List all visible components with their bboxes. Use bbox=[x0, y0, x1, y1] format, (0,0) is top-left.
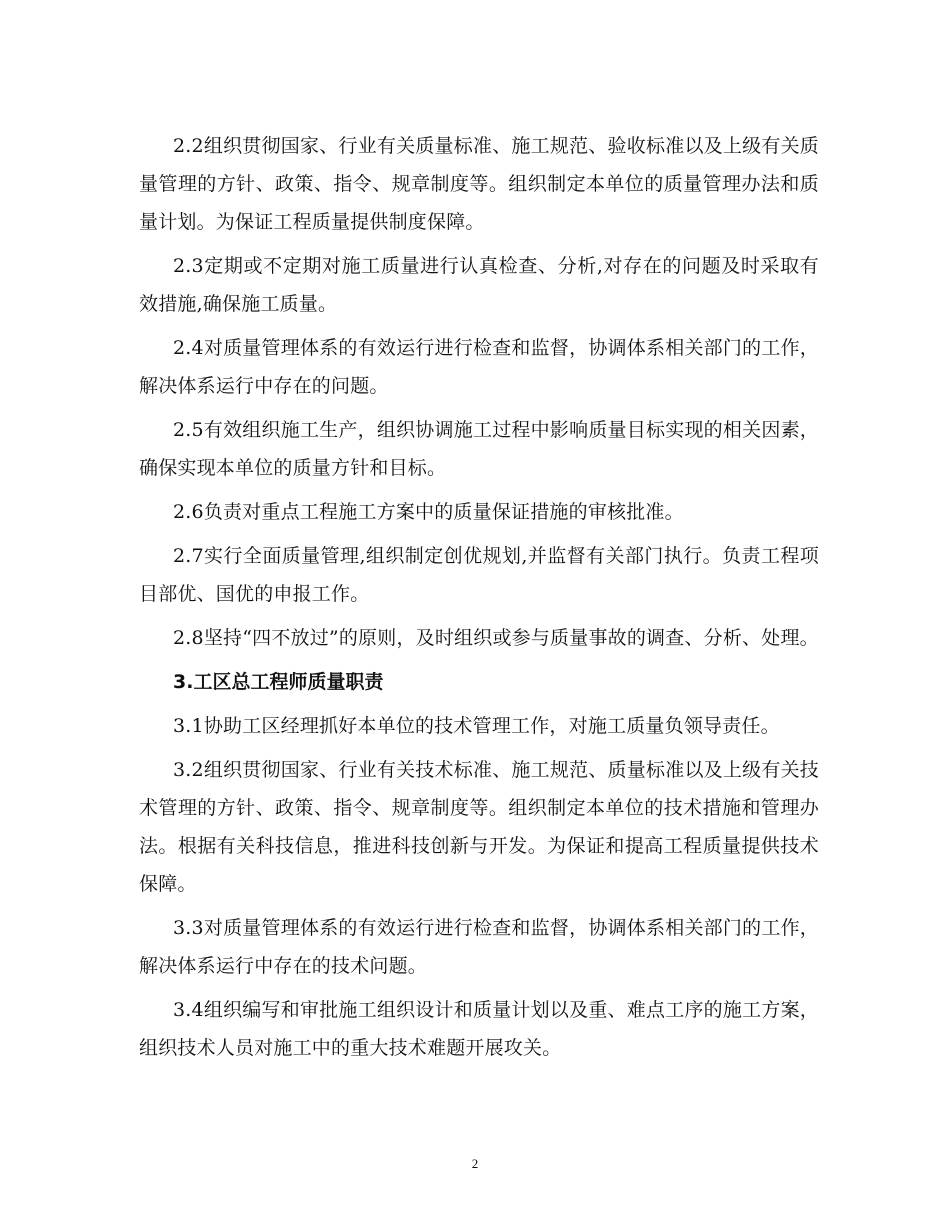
paragraph-3-3: 3.3对质量管理体系的有效运行进行检查和监督，协调体系相关部门的工作，解决体系运行中存在的技术问题。 bbox=[139, 917, 819, 977]
paragraph-2-5: 2.5有效组织施工生产，组织协调施工过程中影响质量目标实现的相关因素，确保实现本单位的质量方针和目标。 bbox=[139, 419, 819, 479]
paragraph-2-7: 2.7实行全面质量管理,组织制定创优规划,并监督有关部门执行。负责工程项目部优、国优的申报工作。 bbox=[139, 545, 819, 605]
document-body bbox=[139, 127, 819, 1073]
paragraph-2-6: 2.6负责对重点工程施工方案中的质量保证措施的审核批准。 bbox=[173, 501, 684, 523]
page-number: 2 bbox=[471, 1156, 479, 1171]
paragraph-3-4: 3.4组织编写和审批施工组织设计和质量计划以及重、难点工序的施工方案，组织技术人员对施工中的重大技术难题开展攻关。 bbox=[139, 999, 819, 1059]
paragraph-2-8: 2.8坚持“四不放过”的原则，及时组织或参与质量事故的调查、分析、处理。 bbox=[173, 627, 819, 649]
paragraph-2-2: 2.2组织贯彻国家、行业有关质量标准、施工规范、验收标准以及上级有关质量管理的方针、政策、指令、规章制度等。组织制定本单位的质量管理办法和质量计划。为保证工程质量提供制度保障。 bbox=[139, 135, 819, 233]
paragraph-2-3: 2.3定期或不定期对施工质量进行认真检查、分析,对存在的问题及时采取有效措施,确保施工质量。 bbox=[139, 255, 819, 315]
paragraph-3-1: 3.1协助工区经理抓好本单位的技术管理工作，对施工质量负领导责任。 bbox=[173, 715, 780, 737]
paragraph-2-4: 2.4对质量管理体系的有效运行进行检查和监督，协调体系相关部门的工作，解决体系运行中存在的问题。 bbox=[139, 337, 819, 397]
paragraph-3-2: 3.2组织贯彻国家、行业有关技术标准、施工规范、质量标准以及上级有关技术管理的方针、政策、指令、规章制度等。组织制定本单位的技术措施和管理办法。根据有关科技信息，推进科技创新与开发。为保证和提高工程质量提供技术保障。 bbox=[139, 759, 819, 895]
section-heading-3: 3.工区总工程师质量职责 bbox=[173, 671, 384, 693]
